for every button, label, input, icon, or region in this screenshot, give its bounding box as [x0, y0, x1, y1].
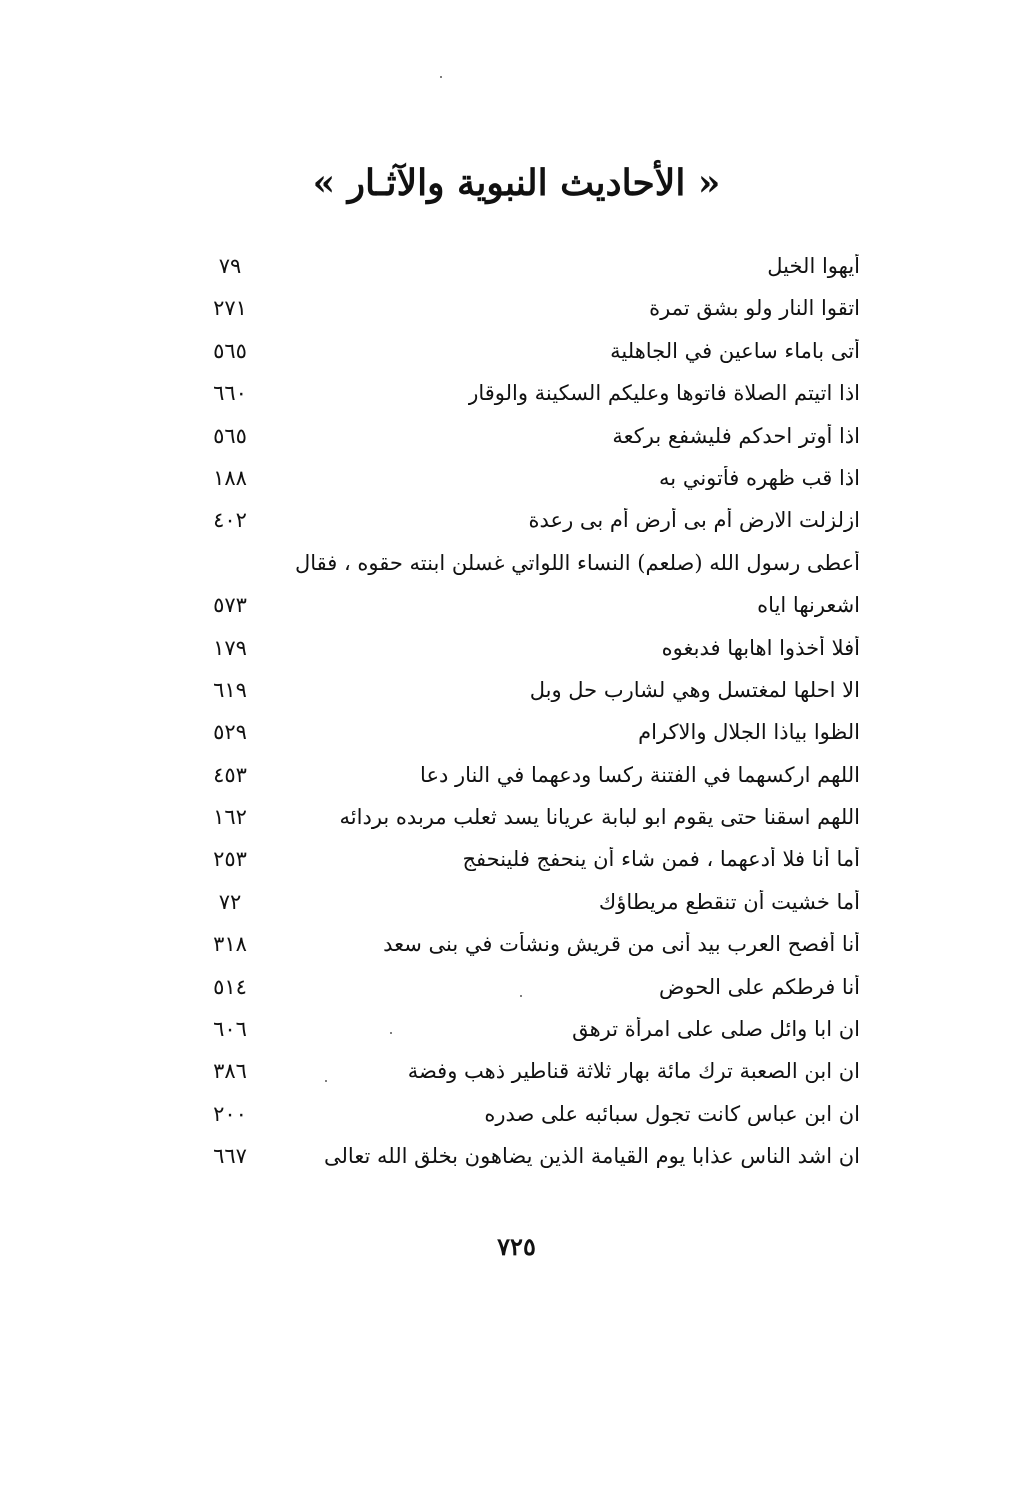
index-entry [200, 928, 860, 970]
index-entry [200, 1098, 860, 1140]
entry-page-number: ٢٠٠ [213, 1101, 247, 1126]
entry-page-number: ٦١٩ [213, 677, 247, 702]
index-entry [200, 674, 860, 716]
entry-page-number: ٧٢ [218, 889, 242, 914]
scan-speck [440, 76, 442, 78]
entry-text: ان ابا وائل صلى على امرأة ترهق [572, 1017, 860, 1042]
index-entry [200, 1140, 860, 1182]
entry-page-number: ٤٠٢ [213, 508, 247, 533]
entry-text: اتقوا النار ولو بشق تمرة [649, 296, 860, 321]
index-entry [200, 547, 860, 589]
entry-text: اللهم اسقنا حتى يقوم ابو لبابة عريانا يسد ثعلب مربده بردائه [339, 805, 860, 830]
index-entry [200, 504, 860, 546]
entry-text: الظوا بياذا الجلال والاكرام [638, 720, 860, 745]
entry-text: أتى باماء ساعين في الجاهلية [610, 338, 860, 363]
entry-page-number: ٧٩ [218, 254, 242, 278]
entry-page-number: ٦٦٧ [213, 1144, 247, 1169]
entry-text: اشعرنها اياه [757, 593, 860, 618]
scan-speck [390, 1032, 392, 1034]
index-entry [200, 716, 860, 758]
page-number: ٧٢٥ [497, 1232, 536, 1261]
index-entry [200, 292, 860, 334]
index-entry [200, 886, 860, 928]
entry-text: أنا أفصح العرب بيد أنى من قريش ونشأت في بنى سعد [383, 932, 860, 957]
entry-text: ان ابن الصعبة ترك مائة بهار ثلاثة قناطير ذهب وفضة [407, 1059, 860, 1084]
entry-text: أما خشيت أن تنقطع مريطاؤك [598, 889, 860, 914]
entry-text: ان اشد الناس عذابا يوم القيامة الذين يضاهون بخلق الله تعالى [324, 1144, 860, 1169]
entry-text: اذا أوتر احدكم فليشفع بركعة [612, 423, 860, 448]
index-entry [200, 420, 860, 462]
entry-text: أيهوا الخيل [767, 254, 860, 278]
index-entry [200, 1055, 860, 1097]
index-entry [200, 632, 860, 674]
hadith-index-list [200, 250, 860, 1183]
index-entry [200, 462, 860, 504]
index-entry [200, 843, 860, 885]
entry-page-number: ٤٥٣ [213, 762, 247, 787]
index-entry [200, 250, 860, 292]
entry-page-number: ٦٠٦ [213, 1017, 247, 1042]
entry-page-number: ٥٦٥ [213, 338, 247, 363]
scan-speck [325, 1080, 327, 1082]
entry-text: ازلزلت الارض أم بى أرض أم بى رعدة [528, 508, 860, 533]
entry-page-number: ١٨٨ [213, 465, 247, 490]
entry-page-number: ٣١٨ [213, 932, 247, 957]
entry-page-number: ١٦٢ [213, 805, 247, 830]
entry-text: ان ابن عباس كانت تجول سبائبه على صدره [484, 1101, 860, 1126]
index-entry [200, 1013, 860, 1055]
index-entry [200, 971, 860, 1013]
index-entry [200, 377, 860, 419]
index-entry [200, 759, 860, 801]
entry-page-number: ٥٧٣ [213, 593, 247, 618]
entry-page-number: ٣٨٦ [213, 1059, 247, 1084]
entry-page-number: ٥٦٥ [213, 423, 247, 448]
entry-text: اذا اتيتم الصلاة فاتوها وعليكم السكينة والوقار [468, 381, 860, 406]
entry-page-number: ٢٧١ [213, 296, 247, 321]
scan-speck [520, 995, 522, 997]
index-entry [200, 801, 860, 843]
entry-text: اذا قب ظهره فأتوني به [659, 465, 860, 490]
entry-text: أنا فرطكم على الحوض [658, 974, 860, 999]
entry-page-number: ٢٥٣ [213, 847, 247, 872]
entry-page-number: ٥٢٩ [213, 720, 247, 745]
entry-page-number: ٦٦٠ [213, 381, 247, 406]
index-entry [200, 589, 860, 631]
index-entry [200, 335, 860, 377]
entry-text: أعطى رسول الله (صلعم) النساء اللواتي غسلن ابنته حقوه ، فقال [294, 550, 860, 575]
entry-page-number: ٥١٤ [213, 974, 247, 999]
entry-page-number: ١٧٩ [213, 635, 247, 660]
entry-text: أما أنا فلا أدعهما ، فمن شاء أن ينحفج فلينحفج [462, 847, 860, 872]
entry-text: الا احلها لمغتسل وهي لشارب حل وبل [529, 677, 860, 702]
page-title: « الأحاديث النبوية والآثـار » [312, 162, 721, 204]
entry-text: أفلا أخذوا اهابها فدبغوه [661, 635, 860, 660]
entry-text: اللهم اركسهما في الفتنة ركسا ودعهما في النار دعا [420, 762, 860, 787]
